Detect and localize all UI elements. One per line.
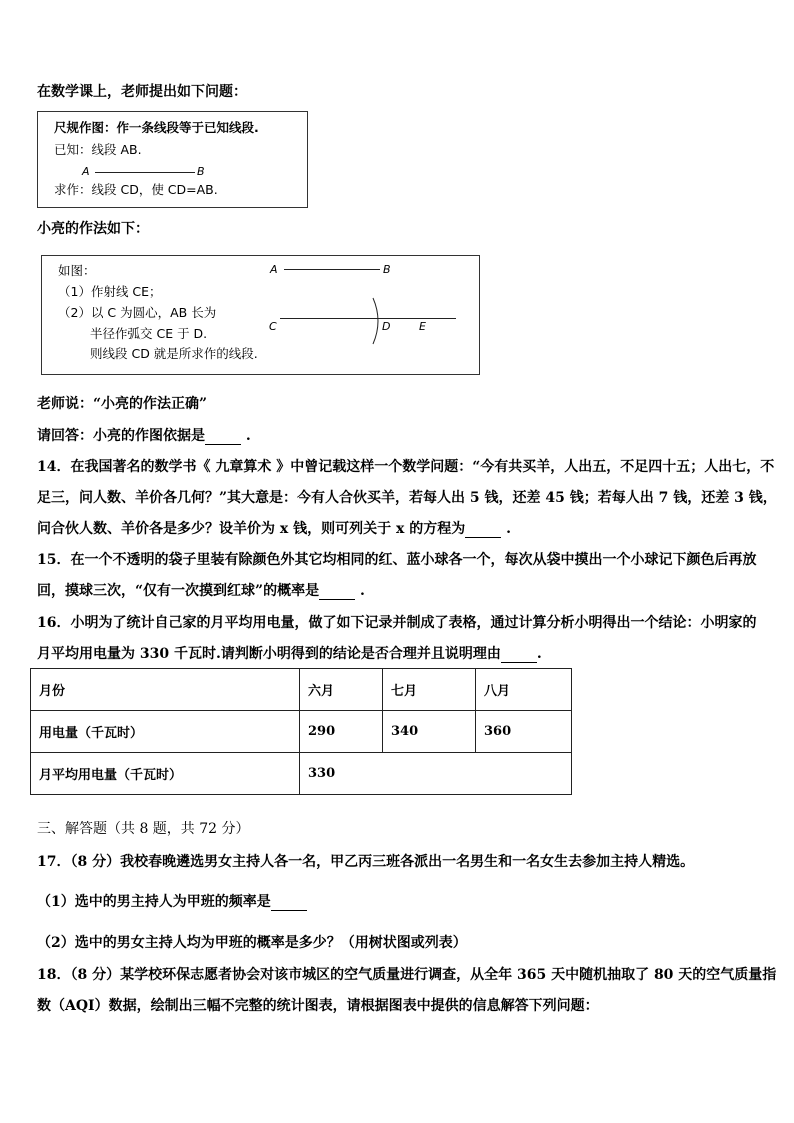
fig-point-d-label: D <box>382 320 391 333</box>
fig-point-a-label: A <box>270 263 278 276</box>
fig-segment-ab <box>284 269 380 270</box>
fig-point-b-label: B <box>383 263 391 276</box>
q18-line-1: 18．（8 分）某学校环保志愿者协会对该市城区的空气质量进行调查，从全年 365 天中随机抽取了 80 天的空气质量指 <box>37 967 777 983</box>
q17-part-1 <box>37 893 307 911</box>
problem-ask: 求作：线段 CD，使 CD=AB. <box>54 182 218 197</box>
electricity-table <box>30 668 572 795</box>
problem-title: 尺规作图：作一条线段等于已知线段. <box>54 120 259 135</box>
q14-line-3: 问合伙人数、羊价各是多少？设羊价为 x 钱，则可列关于 x 的方程为 . <box>37 521 511 537</box>
problem-known: 已知：线段 AB. <box>54 142 142 157</box>
method-line-5: 则线段 CD 就是所求作的线段. <box>90 346 258 361</box>
fig-point-e-label: E <box>419 320 426 333</box>
point-a-label: A <box>82 165 90 178</box>
q14-blank <box>465 523 501 538</box>
q14-line-1: 14．在我国著名的数学书《 九章算术 》中曾记载这样一个数学问题：“今有共买羊，人出五，不足四十五；人出七，不 <box>37 459 775 475</box>
method-intro: 小亮的作法如下： <box>37 221 149 237</box>
table-row <box>31 753 572 795</box>
point-b-label: B <box>197 165 205 178</box>
table-cell: 用电量（千瓦时） <box>31 711 300 753</box>
q17-stem: 17．（8 分）我校春晚遴选男女主持人各一名，甲乙丙三班各派出一名男生和一名女生去参加主持人精选。 <box>37 854 695 870</box>
q14-line-3-text: 问合伙人数、羊价各是多少？设羊价为 x 钱，则可列关于 x 的方程为 <box>37 521 466 537</box>
answer-prompt: 请回答：小亮的作图依据是 . <box>37 428 251 444</box>
table-cell: 290 <box>300 711 383 753</box>
intro-text: 在数学课上，老师提出如下问题： <box>37 84 247 100</box>
q17-part-2: （2）选中的男女主持人均为甲班的概率是多少？（用树状图或列表） <box>37 935 467 951</box>
fig-point-c-label: C <box>269 320 277 333</box>
section-heading: 三、解答题（共 8 题，共 72 分） <box>37 821 250 837</box>
q17-blank <box>271 896 307 911</box>
segment-ab <box>95 172 195 173</box>
table-cell: 月份 <box>31 669 300 711</box>
answer-prompt-text: 请回答：小亮的作图依据是 <box>37 428 205 444</box>
q15-line-2-text: 回，摸球三次，“仅有一次摸到红球”的概率是 <box>37 583 320 599</box>
q16-line-2-text: 月平均用电量为 330 千瓦时.请判断小明得到的结论是否合理并且说明理由 <box>37 646 501 662</box>
q14-line-2: 足三，问人数、羊价各几何？”其大意是：今有人合伙买羊，若每人出 5 钱，还差 45 钱；若每人出 7 钱，还差 3 钱， <box>37 490 777 506</box>
method-line-1: 如图： <box>58 263 96 278</box>
method-line-3: （2）以 C 为圆心，AB 长为 <box>58 305 217 320</box>
answer-blank <box>205 430 241 445</box>
q15-line-1: 15．在一个不透明的袋子里装有除颜色外其它均相同的红、蓝小球各一个，每次从袋中摸出一个小球记下颜色后再放 <box>37 552 757 568</box>
q18-line-2: 数（AQI）数据，绘制出三幅不完整的统计图表，请根据图表中提供的信息解答下列问题： <box>37 998 599 1014</box>
q15-blank <box>319 585 355 600</box>
table-cell: 八月 <box>476 669 572 711</box>
q17-part-1-text: （1）选中的男主持人为甲班的频率是 <box>37 894 271 910</box>
table-cell: 360 <box>476 711 572 753</box>
method-box <box>41 255 480 375</box>
method-line-2: （1）作射线 CE； <box>58 284 162 299</box>
table-cell: 340 <box>383 711 476 753</box>
table-cell: 七月 <box>383 669 476 711</box>
method-line-4: 半径作弧交 CE 于 D. <box>90 326 208 341</box>
q15-line-2: 回，摸球三次，“仅有一次摸到红球”的概率是 . <box>37 583 365 599</box>
table-row <box>31 711 572 753</box>
table-cell: 六月 <box>300 669 383 711</box>
teacher-comment: 老师说：“小亮的作法正确” <box>37 396 208 412</box>
table-cell: 月平均用电量（千瓦时） <box>31 753 300 795</box>
table-row <box>31 669 572 711</box>
compass-arc <box>367 296 387 346</box>
q16-line-2: 月平均用电量为 330 千瓦时.请判断小明得到的结论是否合理并且说明理由 . <box>37 646 542 662</box>
q16-blank <box>501 648 537 663</box>
q16-line-1: 16．小明为了统计自己家的月平均用电量，做了如下记录并制成了表格，通过计算分析小明得出一个结论：小明家的 <box>37 615 757 631</box>
problem-box <box>37 111 308 208</box>
table-cell: 330 <box>300 753 572 795</box>
